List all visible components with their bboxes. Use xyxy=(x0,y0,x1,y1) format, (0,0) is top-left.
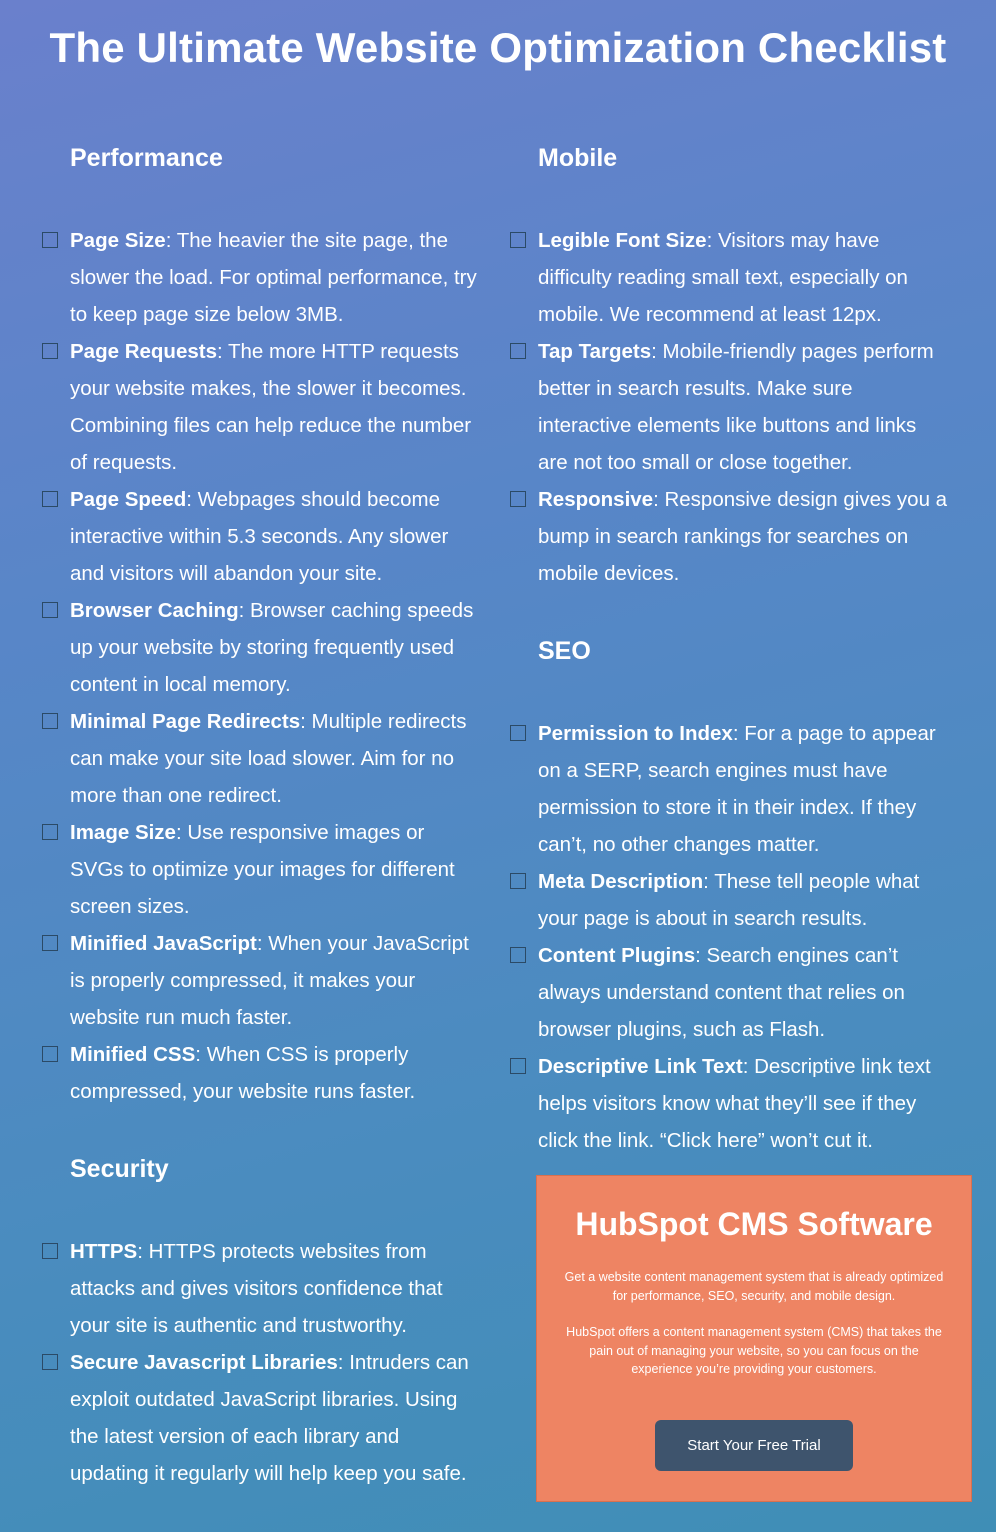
checklist-item-browser-caching xyxy=(40,592,480,703)
checkbox[interactable] xyxy=(42,1354,58,1370)
checkbox[interactable] xyxy=(42,1243,58,1259)
page-title: The Ultimate Website Optimization Checklist xyxy=(49,24,947,71)
item-text: : Browser caching speeds up your website by storing frequently used content in local memory. xyxy=(70,599,474,696)
item-text: : Webpages should become interactive within 5.3 seconds. Any slower and visitors will abandon your site. xyxy=(70,488,449,585)
checklist-item-minified-javascript xyxy=(40,925,480,1036)
cta-box xyxy=(536,1175,972,1502)
checklist-item-page-speed xyxy=(40,481,480,592)
section-heading-seo: SEO xyxy=(538,637,591,665)
checkbox[interactable] xyxy=(42,1046,58,1062)
item-term: Image Size xyxy=(70,821,176,844)
checklist-item-legible-font-size xyxy=(508,222,948,333)
checkbox[interactable] xyxy=(42,343,58,359)
item-term: Page Size xyxy=(70,229,166,252)
checkbox[interactable] xyxy=(42,602,58,618)
checkbox[interactable] xyxy=(510,947,526,963)
item-term: Descriptive Link Text xyxy=(538,1055,743,1078)
item-term: Minified CSS xyxy=(70,1043,196,1066)
item-text: : Responsive design gives you a bump in search rankings for searches on mobile devices. xyxy=(538,488,948,585)
right-column xyxy=(508,138,948,1159)
checklist-item-page-requests xyxy=(40,333,480,481)
item-term: Page Requests xyxy=(70,340,217,363)
item-text: : Intruders can exploit outdated JavaScript libraries. Using the latest version of each library and updating it regularly will help keep you safe. xyxy=(70,1351,469,1485)
checklist-item-https xyxy=(40,1233,480,1344)
item-term: Legible Font Size xyxy=(538,229,707,252)
item-text: : Visitors may have difficulty reading small text, especially on mobile. We recommend at least 12px. xyxy=(538,229,908,326)
section-heading-security: Security xyxy=(70,1155,169,1183)
checklist-item-content-plugins xyxy=(508,937,948,1048)
item-term: Content Plugins xyxy=(538,944,696,967)
item-term: Minimal Page Redirects xyxy=(70,710,301,733)
item-text: : When CSS is properly compressed, your website runs faster. xyxy=(70,1043,416,1103)
item-text: : Mobile-friendly pages perform better in search results. Make sure interactive elements like buttons and links are not too small or close together. xyxy=(538,340,934,474)
checklist-item-image-size xyxy=(40,814,480,925)
checklist-item-secure-javascript-libraries xyxy=(40,1344,480,1492)
start-free-trial-button[interactable]: Start Your Free Trial xyxy=(655,1420,853,1471)
item-text: : The heavier the site page, the slower the load. For optimal performance, try to keep page size below 3MB. xyxy=(70,229,477,326)
checklist-item-tap-targets xyxy=(508,333,948,481)
checklist-item-descriptive-link-text xyxy=(508,1048,948,1159)
item-text: : Multiple redirects can make your site load slower. Aim for no more than one redirect. xyxy=(70,710,467,807)
cta-paragraph: HubSpot offers a content management system (CMS) that takes the pain out of managing your website, so you can focus on the experience you’re providing your customers. xyxy=(566,1325,942,1376)
checkbox[interactable] xyxy=(42,713,58,729)
checklist-item-meta-description xyxy=(508,863,948,937)
checklist-item-minimal-page-redirects xyxy=(40,703,480,814)
item-text: : The more HTTP requests your website makes, the slower it becomes. Combining files can help reduce the number of requests. xyxy=(70,340,472,474)
item-term: Page Speed xyxy=(70,488,187,511)
checkbox[interactable] xyxy=(510,873,526,889)
checkbox[interactable] xyxy=(42,232,58,248)
item-text: : Descriptive link text helps visitors know what they’ll see if they click the link. “Click here” won’t cut it. xyxy=(538,1055,931,1152)
checkbox[interactable] xyxy=(42,491,58,507)
item-term: Tap Targets xyxy=(538,340,652,363)
checkbox[interactable] xyxy=(510,232,526,248)
checkbox[interactable] xyxy=(510,491,526,507)
item-term: Minified JavaScript xyxy=(70,932,257,955)
item-text: : Search engines can’t always understand content that relies on browser plugins, such as Flash. xyxy=(538,944,905,1041)
checkbox[interactable] xyxy=(510,343,526,359)
item-text: : For a page to appear on a SERP, search engines must have permission to store it in their index. If they can’t, no other changes matter. xyxy=(538,722,936,856)
checklist-item-permission-to-index xyxy=(508,715,948,863)
item-term: Responsive xyxy=(538,488,654,511)
section-heading-performance: Performance xyxy=(70,144,223,172)
checklist-item-minified-css xyxy=(40,1036,480,1110)
checkbox[interactable] xyxy=(510,1058,526,1074)
section-heading-mobile: Mobile xyxy=(538,144,618,172)
cta-paragraph: Get a website content management system that is already optimized for performance, SEO, security, and mobile design. xyxy=(564,1270,944,1303)
checklist-item-page-size xyxy=(40,222,480,333)
checklist-item-responsive xyxy=(508,481,948,592)
checkbox[interactable] xyxy=(510,725,526,741)
checkbox[interactable] xyxy=(42,935,58,951)
item-text: : When your JavaScript is properly compressed, it makes your website run much faster. xyxy=(70,932,469,1029)
checkbox[interactable] xyxy=(42,824,58,840)
item-term: HTTPS xyxy=(70,1240,138,1263)
item-term: Meta Description xyxy=(538,870,704,893)
item-text: : Use responsive images or SVGs to optimize your images for different screen sizes. xyxy=(70,821,455,918)
item-term: Permission to Index xyxy=(538,722,733,745)
cta-title: HubSpot CMS Software xyxy=(575,1206,933,1242)
item-text: : These tell people what your page is about in search results. xyxy=(538,870,920,930)
item-text: : HTTPS protects websites from attacks and gives visitors confidence that your site is authentic and trustworthy. xyxy=(70,1240,443,1337)
item-term: Browser Caching xyxy=(70,599,239,622)
left-column xyxy=(40,138,480,1492)
item-term: Secure Javascript Libraries xyxy=(70,1351,338,1374)
